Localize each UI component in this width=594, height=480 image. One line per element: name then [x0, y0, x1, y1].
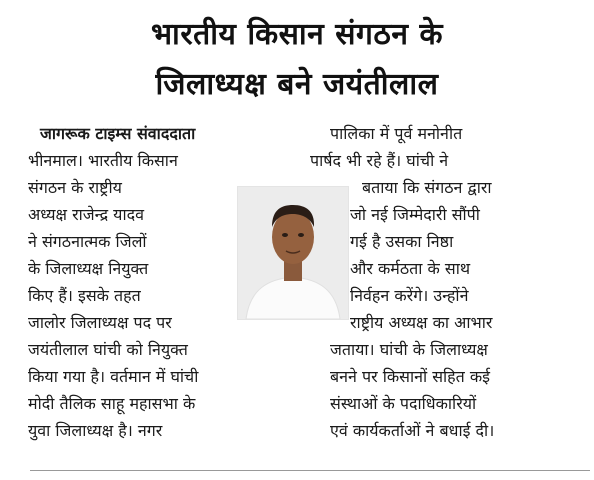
left-line-6: के जिलाध्यक्ष नियुक्त — [28, 259, 149, 278]
bottom-divider — [30, 470, 590, 471]
right-line-11: संस्थाओं के पदाधिकारियों — [330, 394, 477, 413]
right-line-9: जताया। घांची के जिलाध्यक्ष — [330, 340, 488, 359]
left-line-11: मोदी तैलिक साहू महासभा के — [28, 394, 196, 413]
left-line-9: जयंतीलाल घांची को नियुक्त — [28, 340, 188, 359]
right-line-3: बताया कि संगठन द्वारा — [362, 178, 492, 197]
left-line-2: भीनमाल। भारतीय किसान — [28, 151, 178, 170]
person-photo — [237, 186, 349, 320]
right-line-8: राष्ट्रीय अध्यक्ष का आभार — [350, 313, 493, 332]
left-line-4: अध्यक्ष राजेन्द्र यादव — [28, 205, 144, 224]
portrait-image — [238, 187, 348, 319]
left-line-3: संगठन के राष्ट्रीय — [28, 178, 122, 197]
right-line-2: पार्षद भी रहे हैं। घांची ने — [310, 151, 449, 170]
right-line-4: जो नई जिम्मेदारी सौंपी — [350, 205, 480, 224]
left-line-8: जालोर जिलाध्यक्ष पद पर — [28, 313, 172, 332]
left-line-10: किया गया है। वर्तमान में घांची — [28, 367, 199, 386]
headline-line-2: जिलाध्यक्ष बने जयंतीलाल — [155, 67, 439, 102]
right-line-6: और कर्मठता के साथ — [350, 259, 471, 278]
left-line-7: किए हैं। इसके तहत — [28, 286, 141, 305]
byline: जागरूक टाइम्स संवाददाता — [40, 124, 196, 143]
headline-line-1: भारतीय किसान संगठन के — [150, 17, 444, 52]
left-line-12: युवा जिलाध्यक्ष है। नगर — [28, 421, 163, 440]
right-line-5: गई है उसका निष्ठा — [350, 232, 454, 251]
right-line-10: बनने पर किसानों सहित कई — [330, 367, 491, 386]
left-line-5: ने संगठनात्मक जिलों — [28, 232, 147, 251]
right-line-7: निर्वहन करेंगे। उन्होंने — [350, 286, 469, 305]
right-line-12: एवं कार्यकर्ताओं ने बधाई दी। — [330, 421, 495, 440]
right-line-1: पालिका में पूर्व मनोनीत — [330, 124, 463, 143]
